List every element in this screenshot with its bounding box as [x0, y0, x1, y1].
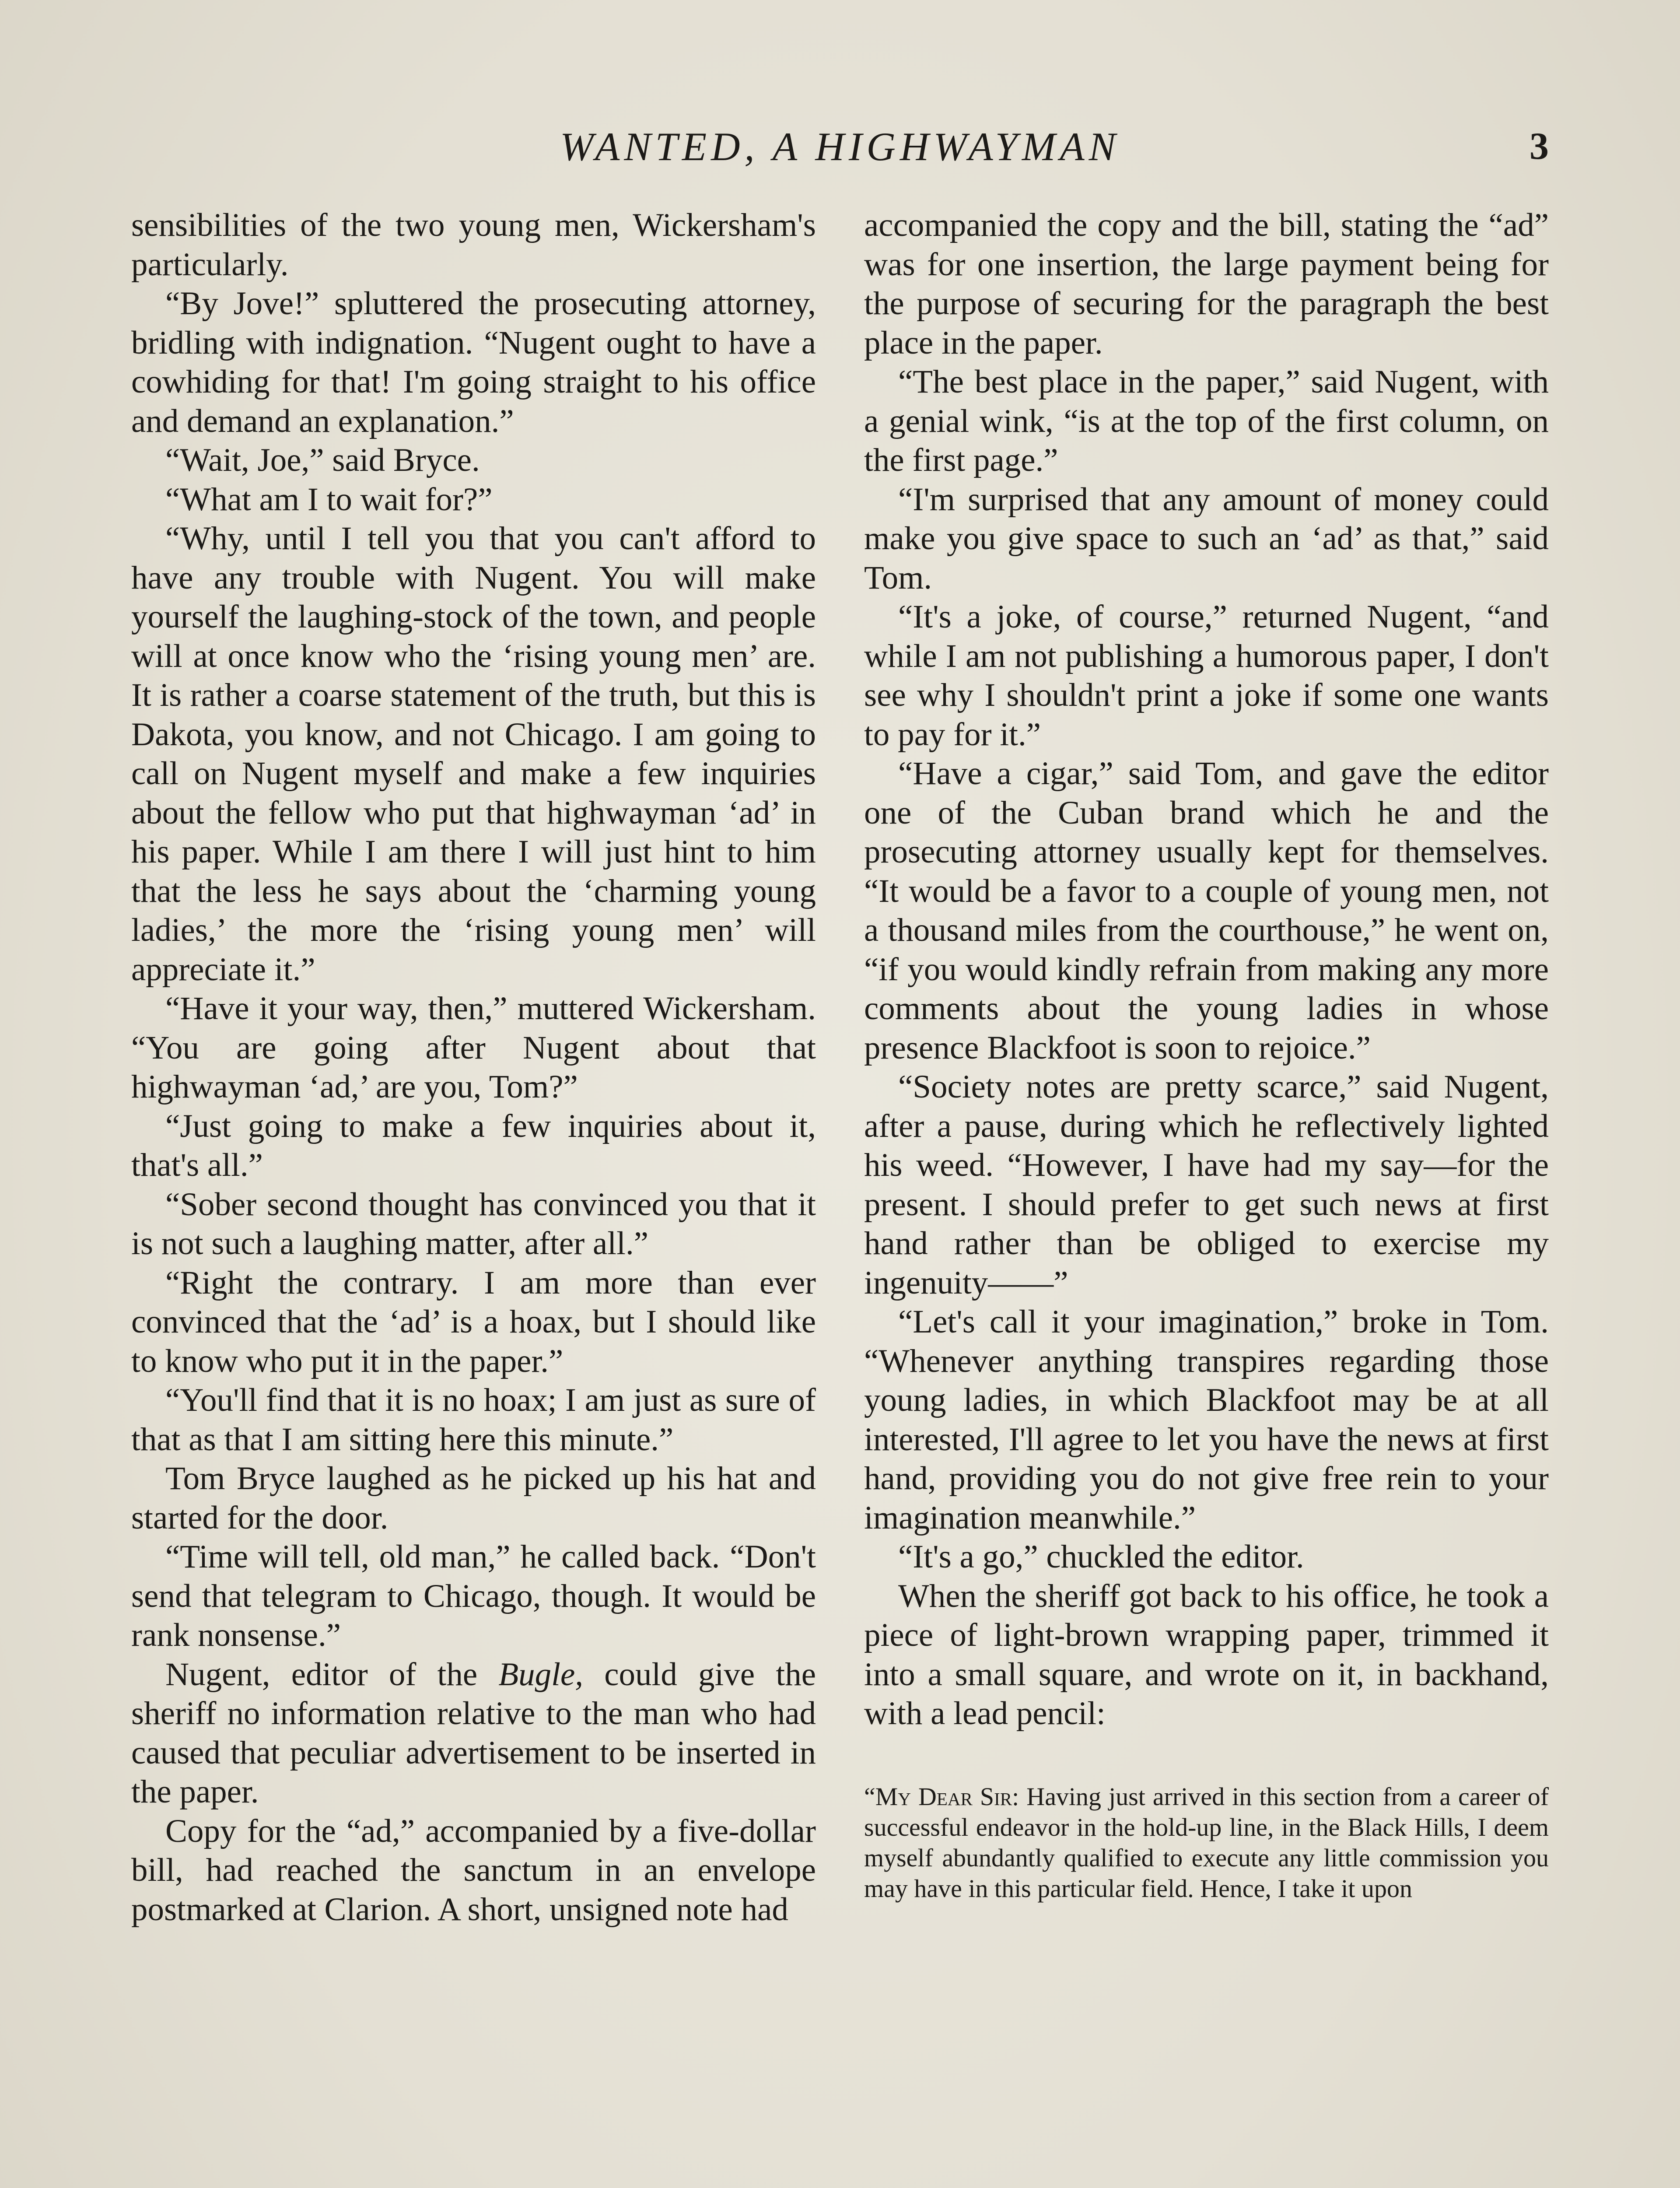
- paragraph: Tom Bryce laughed as he picked up his hat and started for the door.: [131, 1460, 816, 1536]
- paragraph: “Have a cigar,” said Tom, and gave the editor one of the Cuban brand which he and the prosecuting attorney usually kept for themselves. “It would be a favor to a couple of young men, not a thousand miles from the courthouse,” he went on, “if you would kindly refrain from making any more comments about the young ladies in whose presence Blackfoot is soon to rejoice.”: [864, 755, 1549, 1066]
- paragraph: “Wait, Joe,” said Bryce.: [165, 442, 480, 478]
- letter-open-quote: “: [864, 1782, 875, 1811]
- paragraph: Copy for the “ad,” accompanied by a five-dollar bill, had reached the sanctum in an envelope postmarked at Clarion. A short, unsigned note had: [131, 1813, 816, 1928]
- page-number: 3: [1530, 125, 1549, 168]
- page-header: [131, 120, 1549, 177]
- paragraph: “It's a joke, of course,” returned Nugent, “and while I am not publishing a humorous paper, I don't see why I shouldn't print a joke if some one wants to pay for it.”: [864, 599, 1549, 753]
- paragraph: “Let's call it your imagination,” broke in Tom. “Whenever anything transpires regarding those young ladies, in which Blackfoot may be at all interested, I'll agree to let you have the news at first hand, providing you do not give free rein to your imagination meanwhile.”: [864, 1304, 1549, 1536]
- paragraph: “Right the contrary. I am more than ever convinced that the ‘ad’ is a hoax, but I should like to know who put it in the paper.”: [131, 1264, 816, 1379]
- paragraph: “What am I to wait for?”: [165, 481, 493, 518]
- paragraph: “Have it your way, then,” muttered Wickersham. “You are going after Nugent about that highwayman ‘ad,’ are you, Tom?”: [131, 990, 816, 1105]
- paragraph: “It's a go,” chuckled the editor.: [898, 1539, 1304, 1575]
- paragraph: “Just going to make a few inquiries about it, that's all.”: [131, 1108, 816, 1183]
- paragraph: “Sober second thought has convinced you that it is not such a laughing matter, after all.”: [131, 1186, 816, 1262]
- letter-body: Having just arrived in this section from a career of successful endeavor in the hold-up line, in the Black Hills, I deem myself abundantly qualified to execute any little commission you may have in this particular field. Hence, I take it upon: [864, 1782, 1549, 1903]
- paragraph: “By Jove!” spluttered the prosecuting attorney, bridling with indignation. “Nugent ought to have a cowhiding for that! I'm going straight to his office and demand an explanation.”: [131, 285, 816, 439]
- paragraph: “Why, until I tell you that you can't afford to have any trouble with Nugent. You will make yourself the laughing-stock of the town, and people will at once know who the ‘rising young men’ are. It is rather a coarse statement of the truth, but this is Dakota, you know, and not Chicago. I am going to call on Nugent myself and make a few inquiries about the fellow who put that highwayman ‘ad’ in his paper. While I am there I will just hint to him that the less he says about the ‘charming young ladies,’ the more the ‘rising young men’ will appreciate it.”: [131, 520, 816, 988]
- paragraph: “Society notes are pretty scarce,” said Nugent, after a pause, during which he reflectively lighted his weed. “However, I have had my say—for the present. I should prefer to get such news at first hand rather than be obliged to exercise my ingenuity——”: [864, 1069, 1549, 1301]
- bugle-text-after: could give the sheriff no information relative to the man who had caused that peculiar advertisement to be inserted in the paper.: [131, 1656, 816, 1810]
- paragraph: “I'm surprised that any amount of money could make you give space to such an ‘ad’ as that,” said Tom.: [864, 481, 1549, 596]
- right-column: [864, 206, 1549, 1904]
- paragraph: “Time will tell, old man,” he called back. “Don't send that telegram to Chicago, though. It would be rank nonsense.”: [131, 1539, 816, 1653]
- bugle-text-before: Nugent, editor of the: [165, 1656, 499, 1693]
- running-title: WANTED, A HIGHWAYMAN: [560, 124, 1120, 169]
- letter-paragraph: [864, 1781, 1549, 1904]
- paragraph: “You'll find that it is no hoax; I am just as sure of that as that I am sitting here this minute.”: [131, 1382, 816, 1458]
- letter-excerpt: [864, 1781, 1549, 1904]
- paragraph-bugle: [131, 1655, 816, 1812]
- paragraph: “The best place in the paper,” said Nugent, with a genial wink, “is at the top of the first column, on the first page.”: [864, 364, 1549, 478]
- paragraph: accompanied the copy and the bill, stating the “ad” was for one insertion, the large payment being for the purpose of securing for the paragraph the best place in the paper.: [864, 207, 1549, 361]
- paragraph: When the sheriff got back to his office, he took a piece of light-brown wrapping paper, trimmed it into a small square, and wrote on it, in backhand, with a lead pencil:: [864, 1578, 1549, 1732]
- left-column: [131, 206, 816, 1929]
- letter-salutation: My Dear Sir:: [875, 1782, 1019, 1811]
- paragraph: sensibilities of the two young men, Wickersham's particularly.: [131, 207, 816, 283]
- newspaper-name: Bugle,: [498, 1656, 584, 1693]
